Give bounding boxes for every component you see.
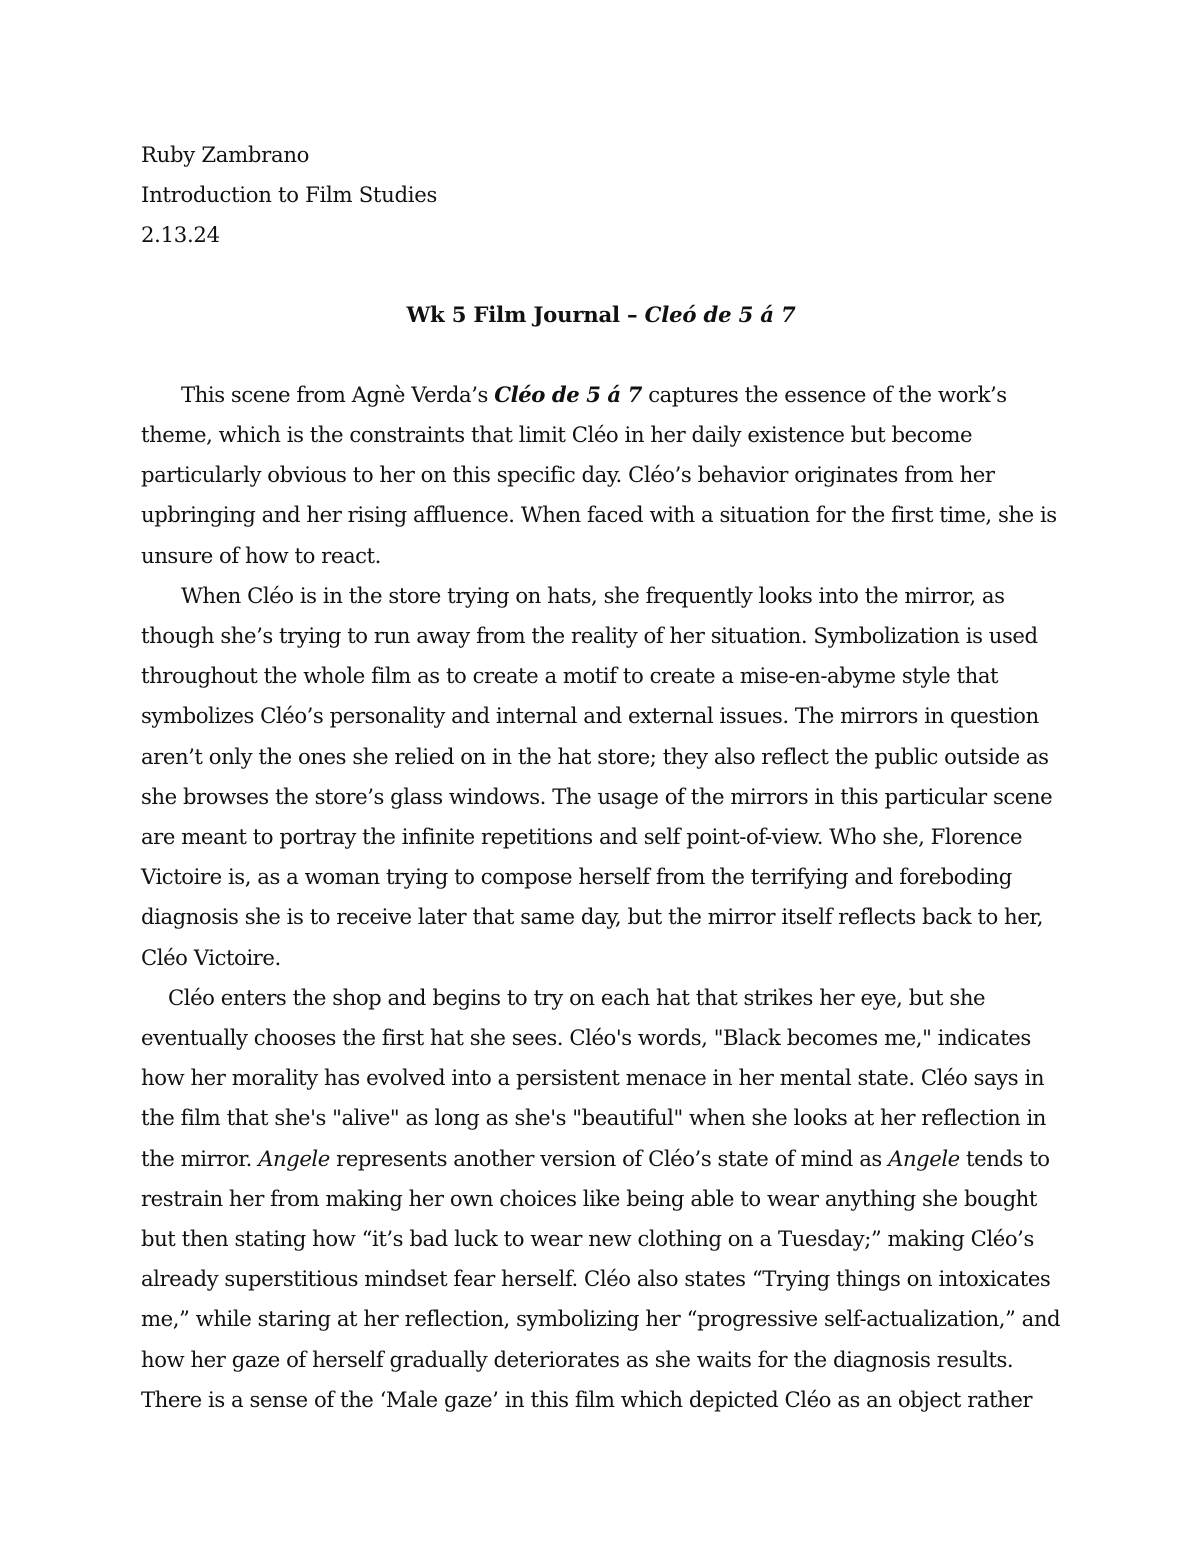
p1-film-title: Cléo de 5 á 7 [494, 381, 642, 407]
angele-line-pre: the mirror. [141, 1145, 259, 1171]
text-line: symbolizes Cléo’s personality and internal and external issues. The mirrors in question [141, 703, 1039, 729]
angele-line-post: tends to [959, 1145, 1050, 1171]
paragraph-2 [141, 576, 1061, 978]
text-line: aren’t only the ones she relied on in the hat store; they also reflect the public outside as [141, 743, 1049, 769]
document-body [141, 135, 1061, 1420]
header-block [141, 135, 1061, 256]
text-line: particularly obvious to her on this specific day. Cléo’s behavior originates from her [141, 462, 995, 488]
text-line: Cléo enters the shop and begins to try on each hat that strikes her eye, but she [168, 984, 986, 1010]
paragraph-1 [141, 375, 1061, 576]
text-line: how her morality has evolved into a persistent menace in her mental state. Cléo says in [141, 1065, 1045, 1091]
text-line: Cléo Victoire. [141, 944, 281, 970]
angele-name: Angele [888, 1145, 960, 1171]
text-line: eventually chooses the first hat she sees. Cléo's words, "Black becomes me," indicates [141, 1025, 1031, 1051]
text-line: me,” while staring at her reflection, symbolizing her “progressive self-actualization,” and [141, 1306, 1061, 1332]
angele-line-mid: represents another version of Cléo’s state of mind as [329, 1145, 889, 1171]
text-line: she browses the store’s glass windows. The usage of the mirrors in this particular scene [141, 783, 1053, 809]
text-line: Victoire is, as a woman trying to compose herself from the terrifying and foreboding [141, 864, 1012, 890]
course-name: Introduction to Film Studies [141, 182, 438, 208]
text-line: are meant to portray the infinite repetitions and self point-of-view. Who she, Florence [141, 824, 1023, 850]
text-line: unsure of how to react. [141, 542, 381, 568]
angele-line [141, 1139, 1061, 1179]
angele-name: Angele [258, 1145, 330, 1171]
text-line: though she’s trying to run away from the reality of her situation. Symbolization is used [141, 623, 1038, 649]
text-line: how her gaze of herself gradually deteriorates as she waits for the diagnosis results. [141, 1346, 1014, 1372]
text-line: restrain her from making her own choices like being able to wear anything she bought [141, 1185, 1037, 1211]
text-line: diagnosis she is to receive later that same day, but the mirror itself reflects back to her, [141, 904, 1043, 930]
text-line: When Cléo is in the store trying on hats, she frequently looks into the mirror, as [181, 582, 1005, 608]
text-line: already superstitious mindset fear herself. Cléo also states “Trying things on intoxicates [141, 1266, 1051, 1292]
document-date: 2.13.24 [141, 222, 220, 248]
text-line: There is a sense of the ‘Male gaze’ in this film which depicted Cléo as an object rather [141, 1386, 1033, 1412]
text-line: throughout the whole film as to create a motif to create a mise-en-abyme style that [141, 663, 999, 689]
text-line: upbringing and her rising affluence. When faced with a situation for the first time, she is [141, 502, 1057, 528]
p1-line1-pre: This scene from Agnè Verda’s [181, 381, 495, 407]
text-line: the film that she's "alive" as long as she's "beautiful" when she looks at her reflection in [141, 1105, 1047, 1131]
document-title [141, 295, 1061, 335]
title-film: Cleó de 5 á 7 [644, 301, 796, 327]
title-prefix: Wk 5 Film Journal – [406, 301, 645, 327]
paragraph-1-line-1 [141, 375, 1061, 415]
paragraph-3 [141, 978, 1061, 1420]
author-name: Ruby Zambrano [141, 142, 310, 167]
text-line: but then stating how “it’s bad luck to wear new clothing on a Tuesday;” making Cléo’s [141, 1226, 1034, 1252]
text-line: theme, which is the constraints that limit Cléo in her daily existence but become [141, 422, 973, 448]
p1-line1-post: captures the essence of the work’s [641, 381, 1007, 407]
